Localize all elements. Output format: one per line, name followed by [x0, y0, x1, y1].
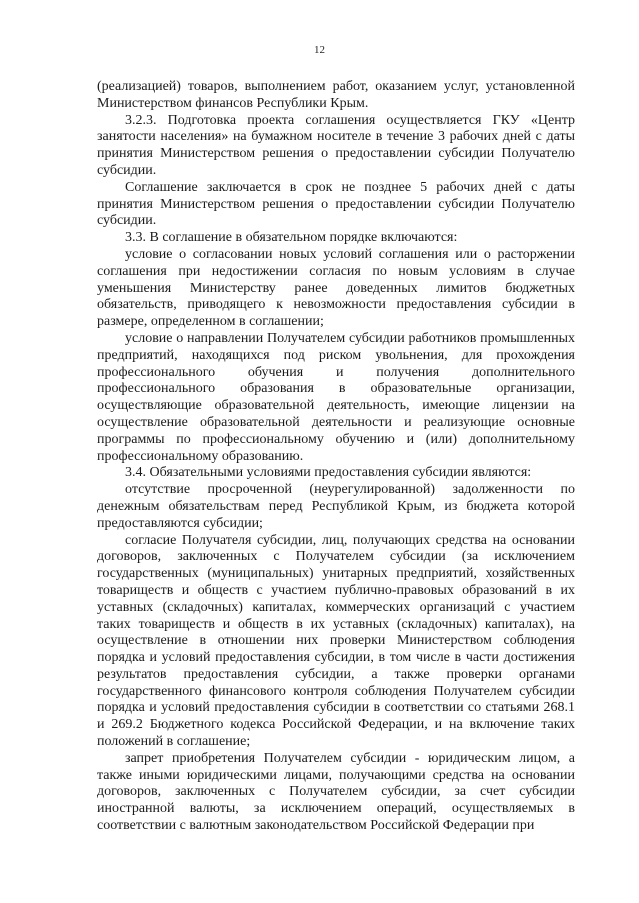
paragraph-consent-inspection: согласие Получателя субсидии, лиц, получающих средства на основании договоров, заключенных с Получателем субсидии (за исключением государственных (муниципальных) унитарных предприятий, хозяйственных товариществ и обществ с участием публично-правовых образований в их уставных (складочных) капиталах, коммерческих организаций с участием таких товариществ и обществ в их уставных (складочных) капиталах), на осуществление в отношении них проверки Министерством соблюдения порядка и условий предоставления субсидии, в том числе в части достижения результатов предоставления субсидии, а также проверки органами государственного финансового контроля соблюдения Получателем субсидии порядка и условий предоставления субсидии в соответствии со статьями 268.1 и 269.2 Бюджетного кодекса Российской Федерации, и на включение таких положений в соглашение;	[97, 532, 575, 750]
paragraph-condition-renegotiation: условие о согласовании новых условий соглашения или о расторжении соглашения при недостижении согласия по новым условиям в случае уменьшения Министерству ранее доведенных лимитов бюджетных обязательств, приводящего к невозможности предоставления субсидии в размере, определенном в соглашении;	[97, 246, 575, 330]
paragraph-3-2-3: 3.2.3. Подготовка проекта соглашения осуществляется ГКУ «Центр занятости населения» на бумажном носителе в течение 3 рабочих дней с даты принятия Министерством решения о предоставлении субсидии Получателю субсидии.	[97, 112, 575, 178]
paragraph-condition-training: условие о направлении Получателем субсидии работников промышленных предприятий, находящихся под риском увольнения, для прохождения профессионального обучения и получения дополнительного профессионального образования в образовательные организации, осуществляющие образовательной деятельность, имеющие лицензии на осуществление образовательной деятельности и реализующие основные программы по профессиональному обучению и (или) дополнительному профессиональному образованию.	[97, 330, 575, 464]
paragraph-agreement-term: Соглашение заключается в срок не позднее 5 рабочих дней с даты принятия Министерством решения о предоставлении субсидии Получателю субсидии.	[97, 179, 575, 229]
paragraph-3-3: 3.3. В соглашение в обязательном порядке включаются:	[125, 230, 458, 246]
paragraph-no-debt: отсутствие просроченной (неурегулированной) задолженности по денежным обязательствам перед Республикой Крым, из бюджета которой предоставляются субсидии;	[97, 482, 575, 531]
paragraph-3-4: 3.4. Обязательными условиями предоставления субсидии являются:	[125, 465, 532, 481]
paragraph-continuation: (реализацией) товаров, выполнением работ, оказанием услуг, установленной Министерством финансов Республики Крым.	[97, 79, 575, 111]
document-body	[97, 79, 575, 835]
page-number: 12	[314, 44, 325, 56]
paragraph-currency-ban: запрет приобретения Получателем субсидии - юридическим лицом, а также иными юридическими лицами, получающими средства на основании договоров, заключенных с Получателем субсидии, за счет субсидии иностранной валюты, за исключением операций, осуществляемых в соответствии с валютным законодательством Российской Федерации при	[97, 750, 575, 834]
